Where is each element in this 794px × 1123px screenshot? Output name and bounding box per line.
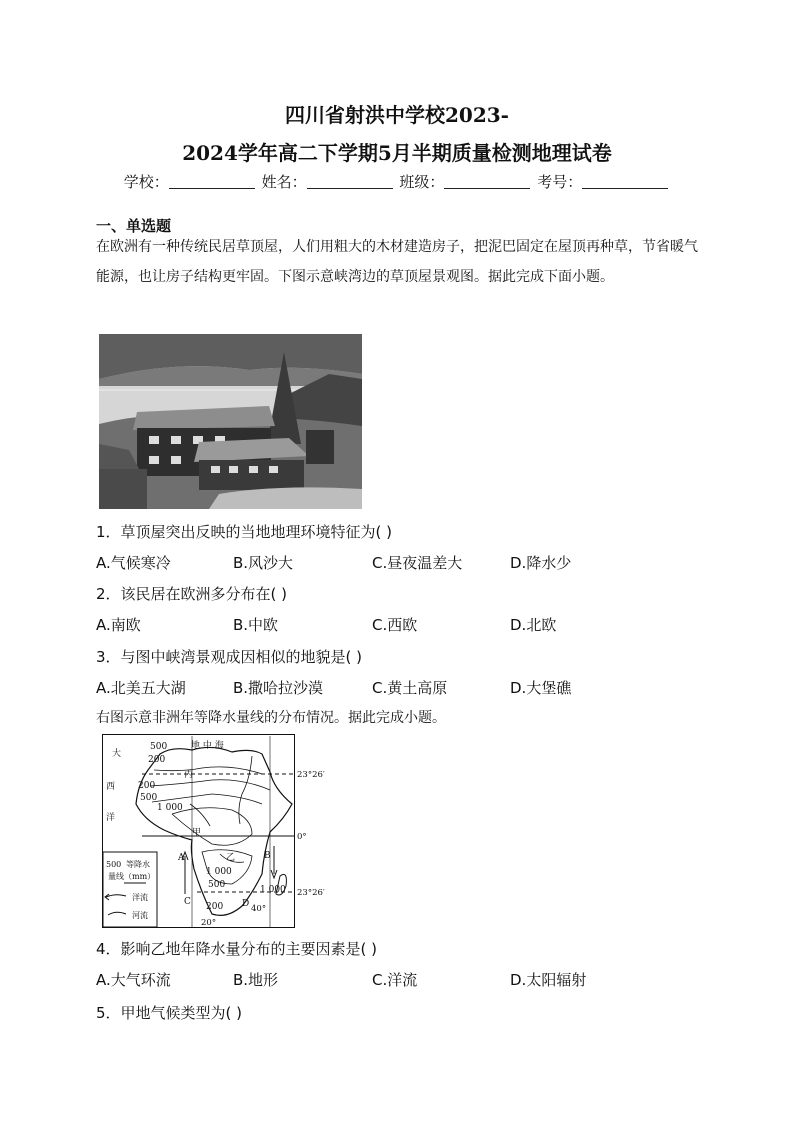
- map-ocean-label-2: 西: [106, 782, 116, 792]
- passage-2: 右图示意非洲年等降水量线的分布情况。据此完成小题。: [96, 710, 446, 726]
- map-isohyet-label-3: 200: [138, 781, 156, 791]
- question-4: 4．影响乙地年降水量分布的主要因素是( ): [96, 940, 378, 958]
- map-isohyet-label-2: 200: [148, 755, 166, 765]
- passage-1: 在欧洲有一种传统民居草顶屋，人们用粗大的木材建造房子，把泥巴固定在屋顶再种草，节省暖气能源，也让房子结构更牢固。下图示意峡湾边的草顶屋景观图。据此完成下面小题。: [96, 239, 698, 285]
- map-place-bing: 丙: [184, 770, 194, 780]
- map-letter-c: C: [184, 897, 191, 907]
- map-isohyet-label-6: 1 000: [206, 867, 232, 877]
- q2-option-a[interactable]: A.南欧: [96, 616, 141, 634]
- class-blank[interactable]: [444, 174, 530, 189]
- q1-option-a[interactable]: A.气候寒冷: [96, 554, 171, 572]
- q3-option-a[interactable]: A.北美五大湖: [96, 679, 186, 697]
- q1-option-c[interactable]: C.昼夜温差大: [372, 554, 463, 572]
- q4-option-c[interactable]: C.洋流: [372, 971, 418, 989]
- legend-isohyet-value: 500: [106, 860, 122, 869]
- q2-option-b[interactable]: B.中欧: [233, 616, 279, 634]
- q1-option-b[interactable]: B.风沙大: [233, 554, 294, 572]
- map-letter-a: A: [178, 853, 185, 863]
- map-lat-south: 23°26′: [297, 888, 325, 898]
- name-label: 姓名：: [261, 173, 307, 191]
- q2-option-d[interactable]: D.北欧: [510, 616, 557, 634]
- question-5: 5．甲地气候类型为( ): [96, 1004, 243, 1022]
- map-isohyet-label-1: 500: [150, 742, 168, 752]
- q3-option-b[interactable]: B.撒哈拉沙漠: [233, 679, 324, 697]
- student-info-row: [0, 171, 794, 192]
- map-ocean-label-1: 大: [112, 749, 122, 759]
- map-isohyet-label-5: 1 000: [157, 803, 183, 813]
- school-blank[interactable]: [169, 174, 255, 189]
- map-sea-label: 地 中 海: [191, 741, 224, 751]
- exam-number-blank[interactable]: [582, 174, 668, 189]
- q3-option-c[interactable]: C.黄土高原: [372, 679, 448, 697]
- map-isohyet-label-7: 500: [208, 880, 226, 890]
- legend-river-label: 河流: [132, 911, 148, 920]
- map-lon-40: 40°: [251, 904, 267, 914]
- section-title: 一、单选题: [96, 217, 172, 235]
- turf-roof-photo: [99, 334, 362, 509]
- map-lat-north: 23°26′: [297, 770, 325, 780]
- q4-option-d[interactable]: D.太阳辐射: [510, 971, 587, 989]
- question-3: 3．与图中峡湾景观成因相似的地貌是( ): [96, 648, 363, 666]
- legend-current-label: 洋流: [132, 893, 148, 902]
- exam-number-label: 考号：: [537, 173, 583, 191]
- q4-option-b[interactable]: B.地形: [233, 971, 279, 989]
- q1-option-d[interactable]: D.降水少: [510, 554, 572, 572]
- school-label: 学校：: [123, 173, 169, 191]
- map-isohyet-label-9: 1 000: [260, 885, 286, 895]
- legend-isohyet-text-1: 等降水: [126, 860, 150, 869]
- map-lon-20: 20°: [201, 918, 217, 928]
- class-label: 班级：: [399, 173, 445, 191]
- map-place-yi: 乙: [226, 853, 236, 863]
- q2-option-c[interactable]: C.西欧: [372, 616, 418, 634]
- title-line-2: 2024学年高二下学期5月半期质量检测地理试卷: [182, 141, 612, 165]
- map-isohyet-label-8: 200: [206, 902, 224, 912]
- name-blank[interactable]: [307, 174, 393, 189]
- question-2: 2．该民居在欧洲多分布在( ): [96, 585, 288, 603]
- map-letter-b: B: [264, 851, 271, 861]
- map-ocean-label-3: 洋: [106, 813, 116, 823]
- map-isohyet-label-4: 500: [140, 793, 158, 803]
- legend-isohyet-text-2: 量线（mm）: [108, 872, 156, 881]
- map-place-jia: 甲: [192, 828, 202, 838]
- q3-option-d[interactable]: D.大堡礁: [510, 679, 572, 697]
- q4-option-a[interactable]: A.大气环流: [96, 971, 171, 989]
- africa-precipitation-map: [102, 734, 340, 928]
- map-letter-d: D: [242, 899, 250, 909]
- map-lat-equator: 0°: [297, 832, 307, 842]
- question-1: 1．草顶屋突出反映的当地地理环境特征为( ): [96, 523, 393, 541]
- title-line-1: 四川省射洪中学校2023-: [285, 103, 509, 127]
